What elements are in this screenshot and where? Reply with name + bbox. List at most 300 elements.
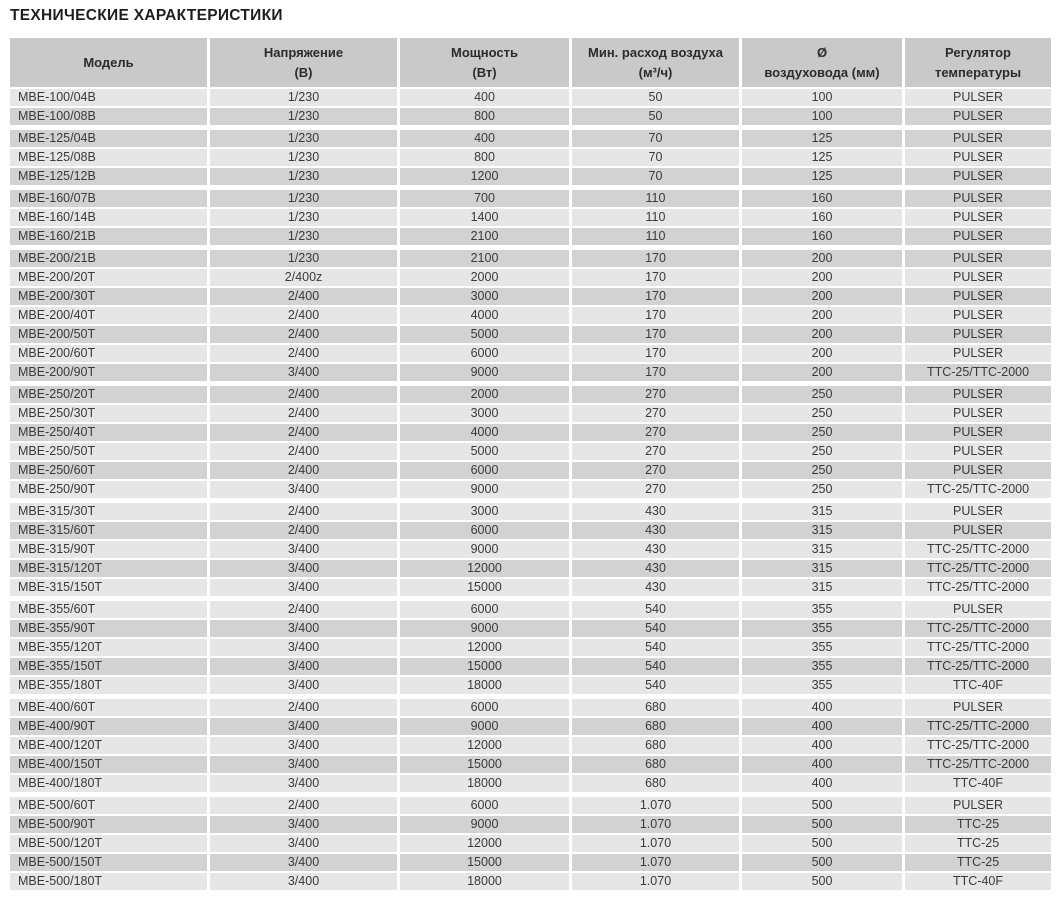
cell-power: 6000 [400, 462, 569, 479]
cell-voltage: 3/400 [210, 835, 397, 852]
cell-power: 15000 [400, 579, 569, 596]
model-group [10, 89, 1051, 125]
cell-power: 3000 [400, 288, 569, 305]
table-row [10, 797, 1051, 814]
cell-duct-diameter: 400 [742, 756, 902, 773]
table-row [10, 579, 1051, 596]
cell-voltage: 3/400 [210, 658, 397, 675]
table-row [10, 775, 1051, 792]
cell-duct-diameter: 400 [742, 699, 902, 716]
cell-model: MBE-200/90T [10, 364, 207, 381]
cell-voltage: 3/400 [210, 854, 397, 871]
cell-model: MBE-200/60T [10, 345, 207, 362]
cell-duct-diameter: 315 [742, 541, 902, 558]
cell-power: 800 [400, 149, 569, 166]
column-header-label: (Вт) [472, 64, 497, 80]
cell-duct-diameter: 200 [742, 250, 902, 267]
table-row [10, 130, 1051, 147]
column-header-label: (В) [294, 64, 313, 80]
cell-airflow: 430 [572, 560, 739, 577]
column-header-label: Ø [816, 44, 828, 60]
cell-duct-diameter: 355 [742, 677, 902, 694]
cell-power: 15000 [400, 756, 569, 773]
cell-duct-diameter: 500 [742, 835, 902, 852]
table-row [10, 462, 1051, 479]
cell-voltage: 2/400 [210, 522, 397, 539]
cell-model: MBE-200/20T [10, 269, 207, 286]
cell-duct-diameter: 200 [742, 345, 902, 362]
cell-regulator: PULSER [905, 405, 1051, 422]
cell-airflow: 170 [572, 288, 739, 305]
cell-power: 400 [400, 89, 569, 106]
cell-airflow: 680 [572, 775, 739, 792]
cell-voltage: 3/400 [210, 579, 397, 596]
cell-power: 9000 [400, 816, 569, 833]
cell-duct-diameter: 250 [742, 462, 902, 479]
column-header-label: Мощность [451, 44, 518, 60]
table-row [10, 307, 1051, 324]
column-header-voltage [210, 38, 397, 87]
model-group [10, 797, 1051, 890]
cell-voltage: 3/400 [210, 718, 397, 735]
cell-regulator: PULSER [905, 89, 1051, 106]
cell-model: MBE-500/60T [10, 797, 207, 814]
cell-power: 3000 [400, 405, 569, 422]
cell-regulator: TTC-25/TTC-2000 [905, 756, 1051, 773]
cell-voltage: 1/230 [210, 108, 397, 125]
cell-model: MBE-250/90T [10, 481, 207, 498]
cell-model: MBE-100/04B [10, 89, 207, 106]
table-row [10, 873, 1051, 890]
cell-voltage: 2/400 [210, 797, 397, 814]
cell-duct-diameter: 160 [742, 209, 902, 226]
cell-power: 12000 [400, 737, 569, 754]
cell-duct-diameter: 500 [742, 854, 902, 871]
cell-power: 9000 [400, 541, 569, 558]
cell-voltage: 3/400 [210, 756, 397, 773]
cell-model: MBE-160/07B [10, 190, 207, 207]
cell-voltage: 1/230 [210, 190, 397, 207]
cell-power: 9000 [400, 718, 569, 735]
cell-airflow: 70 [572, 149, 739, 166]
cell-regulator: TTC-25/TTC-2000 [905, 364, 1051, 381]
cell-model: MBE-500/120T [10, 835, 207, 852]
cell-duct-diameter: 125 [742, 168, 902, 185]
cell-regulator: PULSER [905, 462, 1051, 479]
cell-voltage: 1/230 [210, 89, 397, 106]
cell-airflow: 170 [572, 307, 739, 324]
model-group [10, 386, 1051, 498]
cell-voltage: 2/400 [210, 462, 397, 479]
cell-airflow: 430 [572, 522, 739, 539]
cell-model: MBE-160/21B [10, 228, 207, 245]
cell-regulator: PULSER [905, 209, 1051, 226]
table-row [10, 522, 1051, 539]
cell-power: 12000 [400, 639, 569, 656]
cell-duct-diameter: 200 [742, 288, 902, 305]
cell-regulator: PULSER [905, 130, 1051, 147]
cell-regulator: TTC-40F [905, 677, 1051, 694]
cell-regulator: PULSER [905, 386, 1051, 403]
cell-power: 6000 [400, 345, 569, 362]
cell-model: MBE-315/30T [10, 503, 207, 520]
table-row [10, 816, 1051, 833]
cell-model: MBE-315/90T [10, 541, 207, 558]
cell-voltage: 2/400 [210, 699, 397, 716]
cell-power: 2000 [400, 269, 569, 286]
cell-regulator: TTC-25/TTC-2000 [905, 639, 1051, 656]
cell-model: MBE-400/60T [10, 699, 207, 716]
cell-power: 12000 [400, 835, 569, 852]
cell-airflow: 270 [572, 386, 739, 403]
cell-duct-diameter: 500 [742, 797, 902, 814]
cell-regulator: PULSER [905, 190, 1051, 207]
cell-voltage: 2/400z [210, 269, 397, 286]
cell-power: 5000 [400, 443, 569, 460]
cell-model: MBE-355/150T [10, 658, 207, 675]
cell-regulator: TTC-25/TTC-2000 [905, 620, 1051, 637]
cell-duct-diameter: 355 [742, 601, 902, 618]
cell-regulator: PULSER [905, 699, 1051, 716]
cell-power: 5000 [400, 326, 569, 343]
column-header-label: температуры [934, 64, 1022, 80]
cell-airflow: 540 [572, 658, 739, 675]
cell-airflow: 540 [572, 620, 739, 637]
column-header-label: (м³/ч) [638, 64, 673, 80]
cell-model: MBE-355/180T [10, 677, 207, 694]
table-row [10, 190, 1051, 207]
cell-model: MBE-500/90T [10, 816, 207, 833]
cell-duct-diameter: 200 [742, 307, 902, 324]
cell-duct-diameter: 200 [742, 326, 902, 343]
page-title: ТЕХНИЧЕСКИЕ ХАРАКТЕРИСТИКИ [10, 7, 283, 24]
cell-model: MBE-100/08B [10, 108, 207, 125]
table-row [10, 345, 1051, 362]
cell-model: MBE-500/150T [10, 854, 207, 871]
cell-power: 6000 [400, 797, 569, 814]
table-row [10, 405, 1051, 422]
table-row [10, 326, 1051, 343]
cell-airflow: 270 [572, 443, 739, 460]
cell-duct-diameter: 355 [742, 620, 902, 637]
cell-voltage: 2/400 [210, 307, 397, 324]
cell-power: 12000 [400, 560, 569, 577]
table-row [10, 269, 1051, 286]
cell-model: MBE-125/12B [10, 168, 207, 185]
cell-model: MBE-125/04B [10, 130, 207, 147]
cell-airflow: 110 [572, 228, 739, 245]
cell-power: 1200 [400, 168, 569, 185]
cell-voltage: 2/400 [210, 386, 397, 403]
cell-regulator: TTC-25/TTC-2000 [905, 658, 1051, 675]
cell-regulator: PULSER [905, 269, 1051, 286]
cell-regulator: PULSER [905, 168, 1051, 185]
cell-regulator: TTC-40F [905, 775, 1051, 792]
cell-airflow: 1.070 [572, 854, 739, 871]
table-row [10, 168, 1051, 185]
cell-voltage: 3/400 [210, 775, 397, 792]
cell-model: MBE-355/60T [10, 601, 207, 618]
cell-voltage: 1/230 [210, 130, 397, 147]
specs-table [10, 38, 1051, 890]
column-header-label: Напряжение [263, 44, 344, 60]
cell-duct-diameter: 500 [742, 873, 902, 890]
table-row [10, 481, 1051, 498]
cell-duct-diameter: 125 [742, 130, 902, 147]
cell-voltage: 3/400 [210, 639, 397, 656]
cell-voltage: 2/400 [210, 503, 397, 520]
cell-duct-diameter: 400 [742, 737, 902, 754]
model-group [10, 190, 1051, 245]
cell-airflow: 270 [572, 405, 739, 422]
cell-model: MBE-250/30T [10, 405, 207, 422]
table-row [10, 386, 1051, 403]
cell-power: 800 [400, 108, 569, 125]
cell-regulator: PULSER [905, 288, 1051, 305]
model-group [10, 699, 1051, 792]
cell-duct-diameter: 315 [742, 503, 902, 520]
column-header-label: Модель [83, 54, 134, 70]
cell-power: 9000 [400, 620, 569, 637]
cell-regulator: PULSER [905, 443, 1051, 460]
cell-voltage: 3/400 [210, 620, 397, 637]
cell-duct-diameter: 400 [742, 775, 902, 792]
cell-power: 400 [400, 130, 569, 147]
cell-regulator: TTC-25/TTC-2000 [905, 560, 1051, 577]
cell-voltage: 3/400 [210, 677, 397, 694]
cell-power: 18000 [400, 775, 569, 792]
cell-duct-diameter: 250 [742, 405, 902, 422]
cell-model: MBE-200/50T [10, 326, 207, 343]
cell-duct-diameter: 200 [742, 364, 902, 381]
cell-airflow: 50 [572, 89, 739, 106]
cell-airflow: 170 [572, 326, 739, 343]
cell-airflow: 170 [572, 250, 739, 267]
table-row [10, 699, 1051, 716]
column-header-model [10, 38, 207, 87]
cell-voltage: 3/400 [210, 873, 397, 890]
cell-power: 15000 [400, 854, 569, 871]
cell-airflow: 50 [572, 108, 739, 125]
cell-airflow: 540 [572, 601, 739, 618]
column-header-power [400, 38, 569, 87]
cell-voltage: 1/230 [210, 209, 397, 226]
cell-regulator: PULSER [905, 326, 1051, 343]
table-row [10, 620, 1051, 637]
model-group [10, 503, 1051, 596]
table-row [10, 854, 1051, 871]
cell-duct-diameter: 355 [742, 639, 902, 656]
cell-regulator: PULSER [905, 522, 1051, 539]
cell-model: MBE-315/120T [10, 560, 207, 577]
cell-regulator: TTC-25/TTC-2000 [905, 481, 1051, 498]
cell-airflow: 680 [572, 737, 739, 754]
cell-duct-diameter: 160 [742, 228, 902, 245]
cell-model: MBE-315/60T [10, 522, 207, 539]
cell-regulator: PULSER [905, 250, 1051, 267]
cell-power: 15000 [400, 658, 569, 675]
cell-airflow: 110 [572, 190, 739, 207]
cell-model: MBE-200/30T [10, 288, 207, 305]
table-row [10, 108, 1051, 125]
cell-airflow: 540 [572, 677, 739, 694]
cell-duct-diameter: 250 [742, 481, 902, 498]
cell-voltage: 1/230 [210, 149, 397, 166]
cell-airflow: 270 [572, 481, 739, 498]
cell-duct-diameter: 100 [742, 89, 902, 106]
table-row [10, 835, 1051, 852]
cell-regulator: PULSER [905, 228, 1051, 245]
cell-power: 2100 [400, 250, 569, 267]
cell-duct-diameter: 315 [742, 560, 902, 577]
cell-airflow: 170 [572, 364, 739, 381]
cell-voltage: 2/400 [210, 326, 397, 343]
cell-airflow: 70 [572, 130, 739, 147]
cell-regulator: PULSER [905, 797, 1051, 814]
cell-duct-diameter: 125 [742, 149, 902, 166]
column-header-label: Регулятор [945, 44, 1011, 60]
cell-airflow: 430 [572, 503, 739, 520]
cell-duct-diameter: 100 [742, 108, 902, 125]
cell-power: 1400 [400, 209, 569, 226]
cell-airflow: 1.070 [572, 835, 739, 852]
table-row [10, 503, 1051, 520]
cell-regulator: PULSER [905, 601, 1051, 618]
table-row [10, 228, 1051, 245]
cell-voltage: 2/400 [210, 443, 397, 460]
cell-model: MBE-355/120T [10, 639, 207, 656]
cell-regulator: TTC-25 [905, 854, 1051, 871]
cell-regulator: TTC-25 [905, 816, 1051, 833]
cell-regulator: TTC-25/TTC-2000 [905, 718, 1051, 735]
cell-power: 6000 [400, 699, 569, 716]
cell-model: MBE-125/08B [10, 149, 207, 166]
table-row [10, 443, 1051, 460]
cell-power: 700 [400, 190, 569, 207]
cell-regulator: PULSER [905, 503, 1051, 520]
column-header-duct-diameter [742, 38, 902, 87]
table-row [10, 756, 1051, 773]
cell-duct-diameter: 315 [742, 522, 902, 539]
cell-duct-diameter: 500 [742, 816, 902, 833]
table-row [10, 89, 1051, 106]
cell-regulator: TTC-25/TTC-2000 [905, 737, 1051, 754]
cell-airflow: 270 [572, 424, 739, 441]
cell-model: MBE-400/90T [10, 718, 207, 735]
cell-voltage: 1/230 [210, 168, 397, 185]
cell-airflow: 680 [572, 699, 739, 716]
cell-airflow: 430 [572, 579, 739, 596]
cell-regulator: TTC-25/TTC-2000 [905, 579, 1051, 596]
cell-duct-diameter: 200 [742, 269, 902, 286]
cell-airflow: 1.070 [572, 873, 739, 890]
cell-model: MBE-400/180T [10, 775, 207, 792]
table-row [10, 424, 1051, 441]
cell-power: 18000 [400, 677, 569, 694]
column-header-airflow [572, 38, 739, 87]
cell-airflow: 1.070 [572, 816, 739, 833]
table-row [10, 639, 1051, 656]
cell-voltage: 3/400 [210, 816, 397, 833]
table-body [10, 89, 1051, 890]
model-group [10, 130, 1051, 185]
column-header-label: Мин. расход воздуха [588, 44, 723, 60]
cell-power: 6000 [400, 522, 569, 539]
cell-voltage: 3/400 [210, 737, 397, 754]
cell-voltage: 2/400 [210, 345, 397, 362]
cell-regulator: PULSER [905, 307, 1051, 324]
cell-model: MBE-250/20T [10, 386, 207, 403]
table-row [10, 658, 1051, 675]
cell-regulator: PULSER [905, 424, 1051, 441]
cell-voltage: 1/230 [210, 228, 397, 245]
cell-airflow: 1.070 [572, 797, 739, 814]
cell-model: MBE-250/40T [10, 424, 207, 441]
table-row [10, 541, 1051, 558]
cell-model: MBE-500/180T [10, 873, 207, 890]
cell-duct-diameter: 315 [742, 579, 902, 596]
cell-airflow: 540 [572, 639, 739, 656]
cell-power: 4000 [400, 307, 569, 324]
cell-regulator: PULSER [905, 345, 1051, 362]
table-row [10, 209, 1051, 226]
table-row [10, 601, 1051, 618]
cell-voltage: 3/400 [210, 481, 397, 498]
cell-airflow: 170 [572, 269, 739, 286]
cell-airflow: 110 [572, 209, 739, 226]
cell-model: MBE-355/90T [10, 620, 207, 637]
cell-duct-diameter: 160 [742, 190, 902, 207]
cell-regulator: TTC-40F [905, 873, 1051, 890]
cell-power: 6000 [400, 601, 569, 618]
cell-voltage: 2/400 [210, 288, 397, 305]
table-row [10, 677, 1051, 694]
cell-regulator: PULSER [905, 108, 1051, 125]
table-row [10, 149, 1051, 166]
table-row [10, 250, 1051, 267]
cell-power: 2000 [400, 386, 569, 403]
column-header-label: воздуховода (мм) [764, 64, 880, 80]
cell-voltage: 3/400 [210, 364, 397, 381]
model-group [10, 250, 1051, 381]
cell-power: 9000 [400, 481, 569, 498]
model-group [10, 601, 1051, 694]
table-row [10, 560, 1051, 577]
table-row [10, 718, 1051, 735]
cell-airflow: 680 [572, 756, 739, 773]
cell-model: MBE-315/150T [10, 579, 207, 596]
cell-model: MBE-400/150T [10, 756, 207, 773]
cell-regulator: PULSER [905, 149, 1051, 166]
table-row [10, 364, 1051, 381]
cell-model: MBE-250/50T [10, 443, 207, 460]
cell-voltage: 3/400 [210, 560, 397, 577]
cell-airflow: 430 [572, 541, 739, 558]
cell-voltage: 3/400 [210, 541, 397, 558]
column-header-regulator [905, 38, 1051, 87]
cell-power: 4000 [400, 424, 569, 441]
cell-duct-diameter: 400 [742, 718, 902, 735]
cell-power: 9000 [400, 364, 569, 381]
cell-duct-diameter: 250 [742, 386, 902, 403]
cell-regulator: TTC-25 [905, 835, 1051, 852]
cell-voltage: 2/400 [210, 405, 397, 422]
cell-model: MBE-200/40T [10, 307, 207, 324]
cell-airflow: 680 [572, 718, 739, 735]
cell-duct-diameter: 250 [742, 424, 902, 441]
cell-power: 18000 [400, 873, 569, 890]
cell-model: MBE-200/21B [10, 250, 207, 267]
